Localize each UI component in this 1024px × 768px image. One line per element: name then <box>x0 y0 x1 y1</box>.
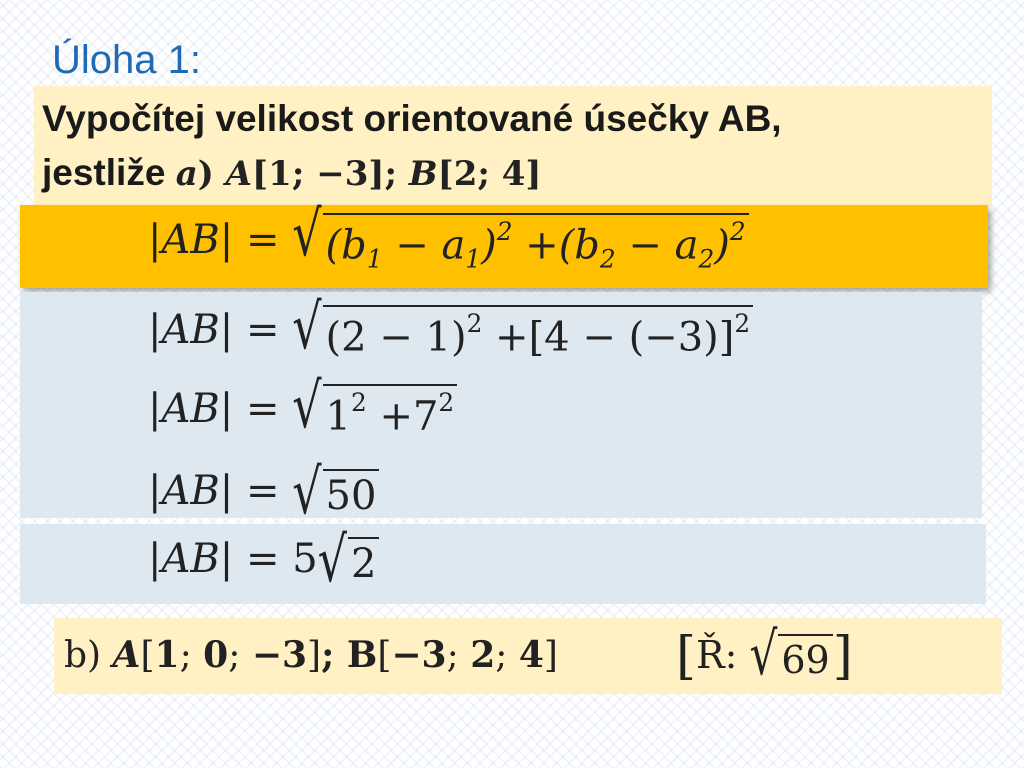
step-simplified: |AB| = √ $1^2 +7^2$ <box>148 384 457 440</box>
sqrt-symbol: √ 69 <box>750 634 833 682</box>
task-text-line1: Vypočítej velikost orientované úsečky AB, <box>42 98 782 139</box>
task-prefix: jestliže <box>42 152 166 193</box>
task-text-line2 <box>42 152 542 194</box>
part-a-points: a) A[1; −3]; B[2; 4] <box>175 154 542 194</box>
step-sum: |AB| = √ 50 <box>148 468 379 519</box>
step-result: |AB| = 5 √ 2 <box>148 536 379 587</box>
slide-title: Úloha 1: <box>52 38 201 82</box>
sqrt-symbol: √ $1^2 +7^2$ <box>292 384 457 440</box>
distance-formula: |AB| = √ $(b_1 - a_1)^2 +(b_2 - a_2)^2$ <box>148 213 749 273</box>
part-b-answer: [Ř: √ 69 ] <box>676 620 853 690</box>
part-b-points: b) A[1; 0; −3]; B[−3; 2; 4] <box>64 634 558 676</box>
sqrt-symbol: √ $(b_1 - a_1)^2 +(b_2 - a_2)^2$ <box>292 213 748 273</box>
step-substitution: |AB| = √ $(2 - 1)^2 +[4 - (-3)]^2$ <box>148 305 753 361</box>
sqrt-symbol: √ $(2 - 1)^2 +[4 - (-3)]^2$ <box>292 305 753 361</box>
sqrt-symbol: √ 2 <box>318 537 380 587</box>
sqrt-symbol: √ 50 <box>292 469 379 519</box>
